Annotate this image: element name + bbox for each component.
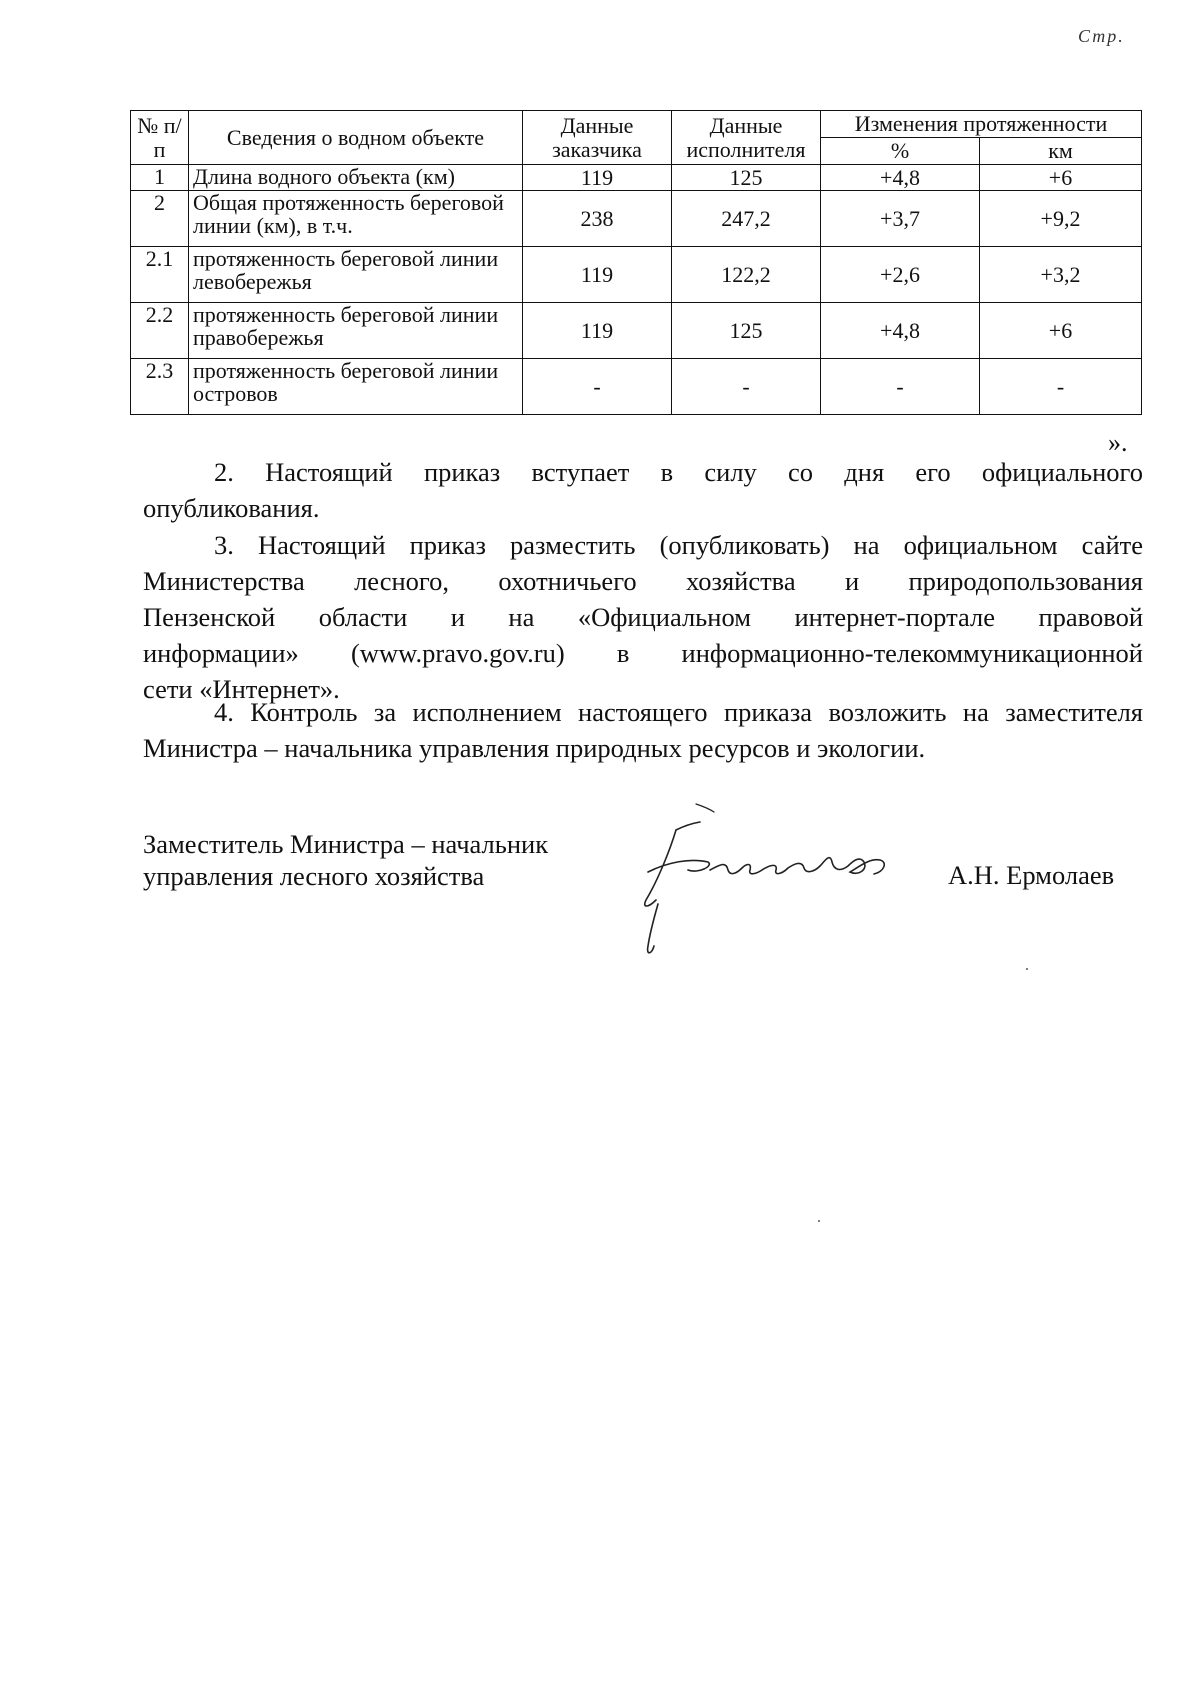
signatory-position	[143, 828, 548, 892]
cell-contractor: 122,2	[672, 247, 821, 303]
header-num: № п/п	[131, 111, 189, 165]
cell-num: 2.1	[131, 247, 189, 303]
cell-name: протяженность береговой линии правобережья	[189, 303, 523, 359]
cell-pct: +3,7	[821, 191, 980, 247]
paragraph-line: 3. Настоящий приказ разместить (опубликовать) на официальном сайте	[214, 530, 1143, 560]
position-line: Заместитель Министра – начальник	[143, 829, 549, 859]
cell-name: протяженность береговой линии левобережья	[189, 247, 523, 303]
table-row	[131, 247, 1142, 303]
water-object-table	[130, 110, 1142, 415]
cell-num: 2.2	[131, 303, 189, 359]
cell-num: 1	[131, 165, 189, 191]
cell-customer: 119	[523, 247, 672, 303]
cell-contractor: -	[672, 359, 821, 415]
table-row	[131, 359, 1142, 415]
header-customer: Данные заказчика	[523, 111, 672, 165]
table-row	[131, 191, 1142, 247]
position-line: управления лесного хозяйства	[143, 861, 485, 891]
cell-contractor: 247,2	[672, 191, 821, 247]
header-km: км	[980, 138, 1142, 165]
cell-customer: 238	[523, 191, 672, 247]
paragraph-line: информации» (www.pravo.gov.ru) в информационно-телекоммуникационной	[143, 638, 1143, 668]
paragraph-line: 2. Настоящий приказ вступает в силу со дня его официального	[214, 457, 1143, 487]
paragraph-line: 4. Контроль за исполнением настоящего приказа возложить на заместителя	[214, 697, 1143, 727]
cell-num: 2.3	[131, 359, 189, 415]
paragraph-line: Министерства лесного, охотничьего хозяйства и природопользования	[143, 566, 1143, 596]
paragraph-line: опубликования.	[143, 493, 320, 523]
cell-num: 2	[131, 191, 189, 247]
cell-pct: +4,8	[821, 165, 980, 191]
handwritten-signature	[618, 800, 928, 970]
cell-km: -	[980, 359, 1142, 415]
scan-speck	[818, 1220, 820, 1222]
table-row	[131, 303, 1142, 359]
cell-customer: 119	[523, 303, 672, 359]
cell-customer: -	[523, 359, 672, 415]
paragraph-line: сети «Интернет».	[143, 674, 340, 704]
cell-pct: +2,6	[821, 247, 980, 303]
header-contractor: Данные исполнителя	[672, 111, 821, 165]
signatory-name: А.Н. Ермолаев	[948, 860, 1115, 890]
paragraph-line: Пензенской области и на «Официальном интернет-портале правовой	[143, 602, 1143, 632]
cell-name: Общая протяженность береговой линии (км), в т.ч.	[189, 191, 523, 247]
cell-contractor: 125	[672, 165, 821, 191]
cell-pct: -	[821, 359, 980, 415]
cell-name: протяженность береговой линии островов	[189, 359, 523, 415]
page-corner-mark: Стр.	[1078, 26, 1125, 46]
paragraph-line: Министра – начальника управления природных ресурсов и экологии.	[143, 733, 926, 763]
cell-pct: +4,8	[821, 303, 980, 359]
cell-customer: 119	[523, 165, 672, 191]
paragraph-2	[143, 454, 1143, 526]
closing-quote: ».	[1108, 428, 1128, 457]
header-name: Сведения о водном объекте	[189, 111, 523, 165]
cell-km: +6	[980, 303, 1142, 359]
scan-speck	[1026, 968, 1028, 970]
cell-contractor: 125	[672, 303, 821, 359]
table-row	[131, 165, 1142, 191]
cell-km: +6	[980, 165, 1142, 191]
cell-name: Длина водного объекта (км)	[189, 165, 523, 191]
cell-km: +9,2	[980, 191, 1142, 247]
paragraph-4	[143, 694, 1143, 766]
header-change: Изменения протяженности	[821, 111, 1142, 138]
cell-km: +3,2	[980, 247, 1142, 303]
paragraph-3	[143, 527, 1143, 707]
header-pct: %	[821, 138, 980, 165]
